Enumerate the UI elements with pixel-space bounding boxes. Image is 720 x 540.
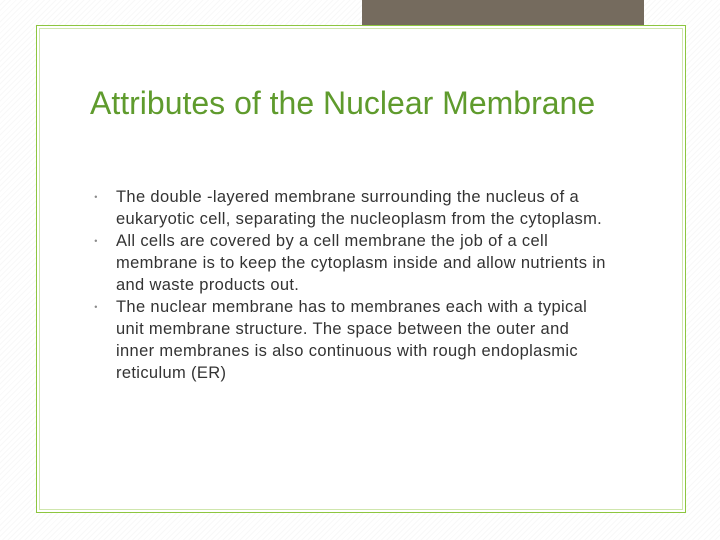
bullet-item bbox=[90, 296, 610, 384]
bullet-dot-icon: • bbox=[94, 192, 98, 202]
bullet-item bbox=[90, 186, 610, 230]
bullet-text: All cells are covered by a cell membrane the job of a cell membrane is to keep the cytoplasm inside and allow nutrients in and waste products out. bbox=[116, 232, 606, 294]
bullet-dot-icon: • bbox=[94, 236, 98, 246]
bullet-dot-icon: • bbox=[94, 302, 98, 312]
bullet-text: The nuclear membrane has to membranes each with a typical unit membrane structure. The space between the outer and inner membranes is also continuous with rough endoplasmic reticulum (ER) bbox=[116, 298, 588, 382]
bullet-list bbox=[90, 186, 610, 384]
bullet-text: The double -layered membrane surrounding the nucleus of a eukaryotic cell, separating the nucleoplasm from the cytoplasm. bbox=[116, 188, 603, 228]
bullet-item bbox=[90, 230, 610, 296]
slide-title: Attributes of the Nuclear Membrane bbox=[90, 85, 596, 121]
